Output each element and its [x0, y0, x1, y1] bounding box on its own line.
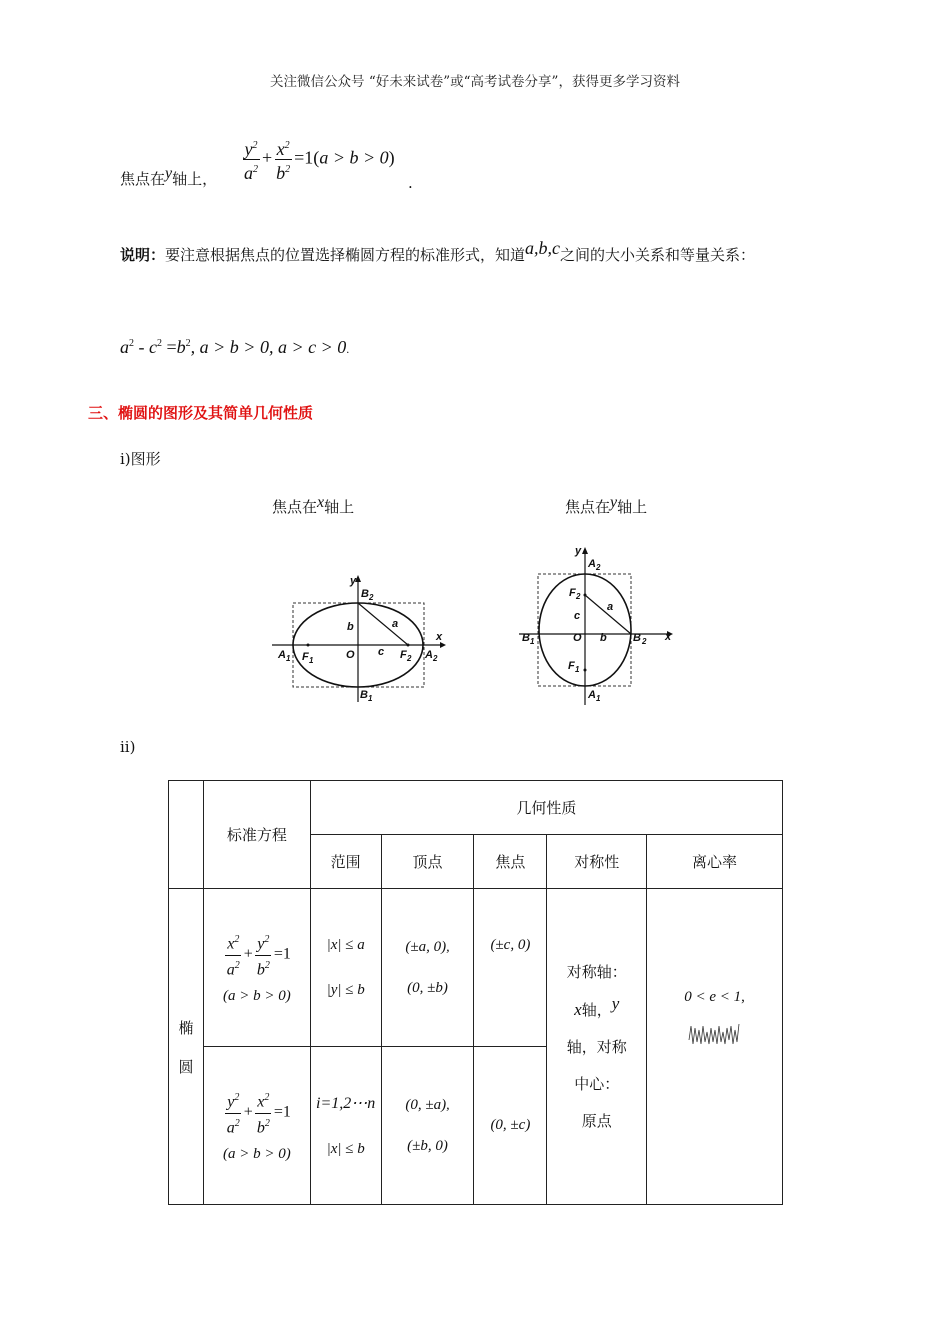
- label-A2: A: [425, 649, 433, 661]
- label-B1: B: [522, 632, 530, 644]
- row1-foci: (±c, 0): [474, 889, 547, 1047]
- svg-text:1: 1: [286, 654, 291, 663]
- vars: a,b,c: [525, 238, 561, 258]
- focus-f1: [307, 644, 310, 647]
- left-figure-caption: 焦点在x轴上: [272, 494, 355, 516]
- svg-text:1: 1: [530, 637, 535, 646]
- var-y: y: [165, 165, 173, 182]
- header-symmetry: 对称性: [547, 835, 647, 889]
- label-y: y: [575, 545, 582, 557]
- label-O: O: [346, 649, 355, 661]
- label-F1: F: [302, 651, 309, 663]
- label-F1: F: [568, 660, 575, 672]
- text: 轴上，: [172, 170, 218, 188]
- segment-a: [358, 603, 408, 645]
- y-axis-equation-line: [120, 165, 218, 189]
- svg-text:1: 1: [575, 665, 580, 674]
- label-y: y: [350, 575, 357, 587]
- page-header: 关注微信公众号 “好未来试卷”或“高考试卷分享”，获得更多学习资料: [270, 74, 680, 90]
- label-B1: B: [360, 689, 368, 701]
- label-x: x: [665, 631, 672, 643]
- label-c: c: [378, 646, 385, 658]
- label-O: O: [573, 632, 582, 644]
- label-a: a: [607, 601, 614, 613]
- label-x: x: [436, 631, 443, 643]
- section-title: 三、椭圆的图形及其简单几何性质: [88, 404, 314, 422]
- label-B2: B: [361, 588, 369, 600]
- svg-text:2: 2: [642, 637, 647, 646]
- svg-text:1: 1: [596, 694, 601, 703]
- row-label-ellipse: 椭 圆: [169, 889, 204, 1205]
- label-F2: F: [400, 649, 407, 661]
- header-foci: 焦点: [474, 835, 547, 889]
- row2-range: i=1,2⋯n |x| ≤ b: [310, 1047, 381, 1205]
- label-A2: A: [588, 558, 596, 570]
- header-vertices: 顶点: [381, 835, 474, 889]
- label-c: c: [574, 610, 581, 622]
- row1-condition: (a > b > 0): [222, 987, 291, 1004]
- ellipse-y-axis-figure: [515, 540, 680, 710]
- label-b: b: [347, 621, 354, 633]
- row2-vertices: (0, ±a), (±b, 0): [381, 1047, 474, 1205]
- symmetry-cell: 对称轴： x轴，y 轴，对称 中心： 原点: [547, 889, 647, 1205]
- period: .: [408, 174, 413, 192]
- row2-foci: (0, ±c): [474, 1047, 547, 1205]
- label-b: b: [600, 632, 607, 644]
- svg-text:2: 2: [433, 654, 438, 663]
- note-label: 说明：: [120, 246, 166, 264]
- relation-equation: $a^2 - c^2 =b^2$, a > b > 0, a > c > 0.: [120, 337, 350, 357]
- header-range: 范围: [310, 835, 381, 889]
- focus-f2: [584, 594, 587, 597]
- row2-condition: (a > b > 0): [222, 1145, 291, 1162]
- svg-text:2: 2: [596, 563, 601, 572]
- svg-text:1: 1: [368, 694, 373, 703]
- ellipse-x-axis-figure: [268, 570, 448, 710]
- ellipse-properties-table: [168, 780, 783, 1205]
- row1-vertices: (±a, 0), (0, ±b): [381, 889, 474, 1047]
- label-a: a: [392, 618, 399, 630]
- formula-image: [685, 1020, 745, 1050]
- svg-text:2: 2: [369, 593, 374, 602]
- row1-equation: $\frac{x^2}{a^2}$ + $\frac{y^2}{b^2}$ =1 (a > b > 0): [203, 889, 310, 1047]
- eccentricity-cell: 0 < e < 1,: [647, 889, 783, 1205]
- label-A1: A: [588, 689, 596, 701]
- header-geometric-properties: 几何性质: [310, 781, 782, 835]
- y-axis-equation: $\frac{y^2}{a^2}$ + $\frac{x^2}{b^2}$ =1(a > b > 0): [240, 136, 395, 183]
- fraction: $\frac{y^2}{a^2}$: [242, 136, 260, 183]
- svg-text:2: 2: [407, 654, 412, 663]
- svg-text:2: 2: [576, 592, 581, 601]
- corner-cell: [169, 781, 204, 889]
- label-F2: F: [569, 587, 576, 599]
- focus-f2: [407, 644, 410, 647]
- subsection-table: ii): [120, 738, 136, 756]
- row1-range: |x| ≤ a |y| ≤ b: [310, 889, 381, 1047]
- focus-f1: [584, 669, 587, 672]
- fraction: $\frac{x^2}{b^2}$: [274, 136, 292, 183]
- row2-equation: $\frac{y^2}{a^2}$ + $\frac{x^2}{b^2}$ =1 (a > b > 0): [203, 1047, 310, 1205]
- y-axis-arrow: [582, 547, 588, 554]
- subsection-figures: i)图形: [120, 450, 161, 468]
- header-standard-equation: 标准方程: [203, 781, 310, 889]
- right-figure-caption: 焦点在y轴上: [565, 494, 648, 516]
- label-A1: A: [278, 649, 286, 661]
- label-B2: B: [633, 632, 641, 644]
- svg-text:1: 1: [309, 656, 314, 665]
- note-line: 说明：要注意根据焦点的位置选择椭圆方程的标准形式，知道a,b,c之间的大小关系和等量关系：: [120, 238, 756, 264]
- text: 焦点在: [120, 170, 166, 188]
- header-eccentricity: 离心率: [647, 835, 783, 889]
